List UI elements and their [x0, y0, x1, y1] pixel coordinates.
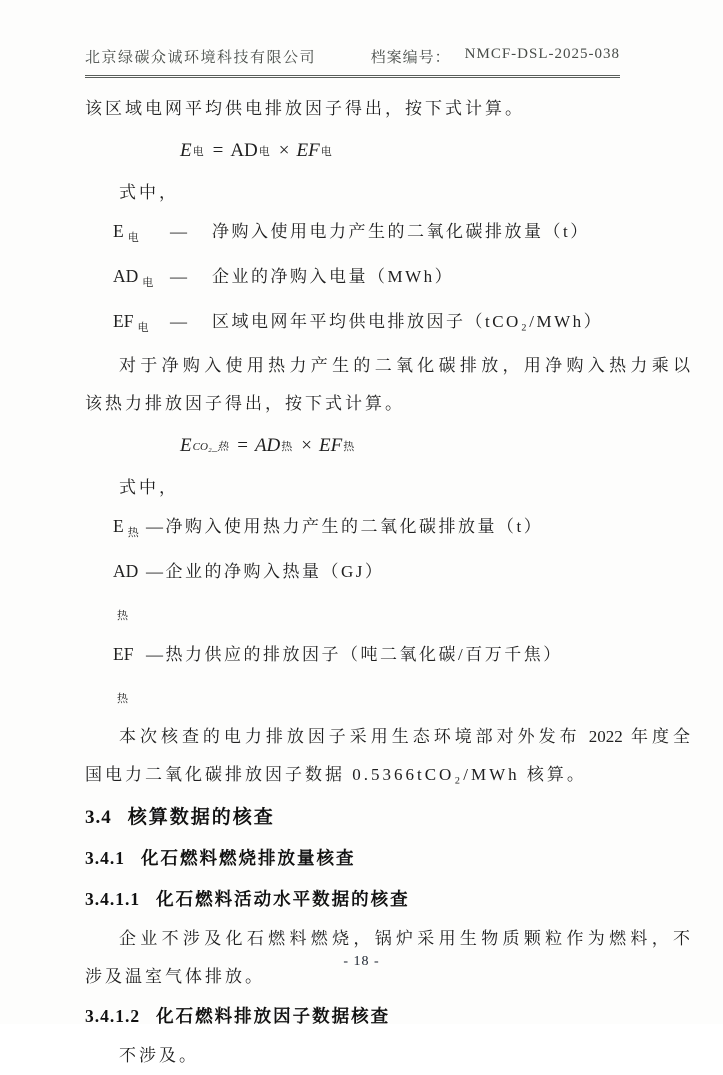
page-header [85, 0, 620, 78]
definition-term: E $_热$ [113, 516, 139, 539]
heading-number: 3.4 [85, 807, 112, 828]
archive-label: 档案编号： [370, 50, 451, 66]
definition-row [85, 302, 690, 347]
heading-title: 化石燃料燃烧排放量核查 [141, 848, 356, 868]
paragraph-heat-intro-line1: 对于净购入使用热力产生的二氧化碳排放，用净购入热力乘以 [119, 356, 690, 375]
company-name: 北京绿碳众诚环境科技有限公司 [85, 50, 317, 66]
heading-3-4-1 [85, 838, 690, 879]
definition-term: $EF_热$ [113, 644, 134, 705]
paragraph-biomass-line2: 涉及温室气体排放。 [85, 967, 265, 986]
definition-term: $AD_热$ [113, 561, 139, 622]
multiply-sign: × [301, 435, 312, 456]
equals-sign: = [237, 435, 248, 456]
formula-electricity [85, 128, 690, 174]
formula-lhs-subscript: CO₂_热 [192, 441, 229, 453]
paragraph-factor-line2: 国电力二氧化碳排放因子数据 0.5366tCO₂/MWh 核算。 [85, 765, 587, 784]
formula-term2-subscript: 热 [343, 441, 355, 453]
paragraph-biomass-line1: 企业不涉及化石燃料燃烧，锅炉采用生物质颗粒作为燃料，不 [119, 929, 690, 948]
definition-text: —净购入使用热力产生的二氧化碳排放量（t） [146, 517, 544, 536]
definition-text: 区域电网年平均供电排放因子（tCO₂/MWh） [212, 312, 604, 331]
formula-lhs-subscript: 电 [192, 146, 204, 158]
formula-lhs: E [180, 140, 192, 161]
formula-label: 式中， [119, 478, 179, 497]
definition-row [85, 552, 690, 635]
definition-text: —企业的净购入热量（GJ） [146, 562, 385, 581]
definition-dash: — [170, 267, 187, 286]
heading-3-4 [85, 797, 690, 838]
heading-number: 3.4.1 [85, 848, 125, 868]
formula-term1-subscript: 热 [281, 441, 293, 453]
definition-row [85, 212, 690, 257]
paragraph-factor-line1: 本次核查的电力排放因子采用生态环境部对外发布 2022 年度全 [119, 727, 690, 746]
page-number: - 18 - [343, 954, 380, 969]
definition-row [85, 257, 690, 302]
definition-row [85, 507, 690, 552]
heading-3-4-1-1 [85, 879, 690, 920]
definition-text: 企业的净购入电量（MWh） [212, 267, 455, 286]
formula-term1: AD [230, 140, 258, 161]
definition-text: —热力供应的排放因子（吨二氧化碳/百万千焦） [146, 645, 563, 664]
definition-term: AD $_电$ [113, 266, 154, 289]
formula-lhs: E [180, 435, 192, 456]
formula-term2: EF [318, 435, 343, 456]
definition-dash: — [170, 312, 187, 331]
heading-number: 3.4.1.2 [85, 1006, 141, 1026]
page-content [85, 78, 690, 1075]
equals-sign: = [212, 140, 224, 161]
formula-heat [85, 423, 690, 469]
definition-row [85, 635, 690, 718]
definition-term: EF $_电$ [113, 311, 149, 334]
definition-dash: — [170, 222, 187, 241]
formula-term2: EF [296, 140, 320, 161]
formula-term1-subscript: 电 [258, 146, 270, 158]
archive-number: NMCF-DSL-2025-038 [464, 46, 620, 62]
definition-term: E $_电$ [113, 221, 139, 244]
formula-label: 式中， [119, 183, 179, 202]
archive-number-group [371, 46, 620, 67]
heading-title: 化石燃料活动水平数据的核查 [156, 889, 410, 909]
multiply-sign: × [278, 140, 290, 161]
heading-number: 3.4.1.1 [85, 889, 141, 909]
paragraph-grid-intro: 该区域电网平均供电排放因子得出，按下式计算。 [85, 99, 525, 118]
definition-text: 净购入使用电力产生的二氧化碳排放量（t） [212, 222, 590, 241]
paragraph-not-applicable: 不涉及。 [119, 1046, 199, 1065]
heading-title: 核算数据的核查 [127, 807, 275, 828]
formula-term1: AD [254, 435, 281, 456]
paragraph-heat-intro-line2: 该热力排放因子得出，按下式计算。 [85, 394, 405, 413]
heading-3-4-1-2 [85, 996, 690, 1037]
heading-title: 化石燃料排放因子数据核查 [156, 1006, 391, 1026]
formula-term2-subscript: 电 [320, 146, 332, 158]
